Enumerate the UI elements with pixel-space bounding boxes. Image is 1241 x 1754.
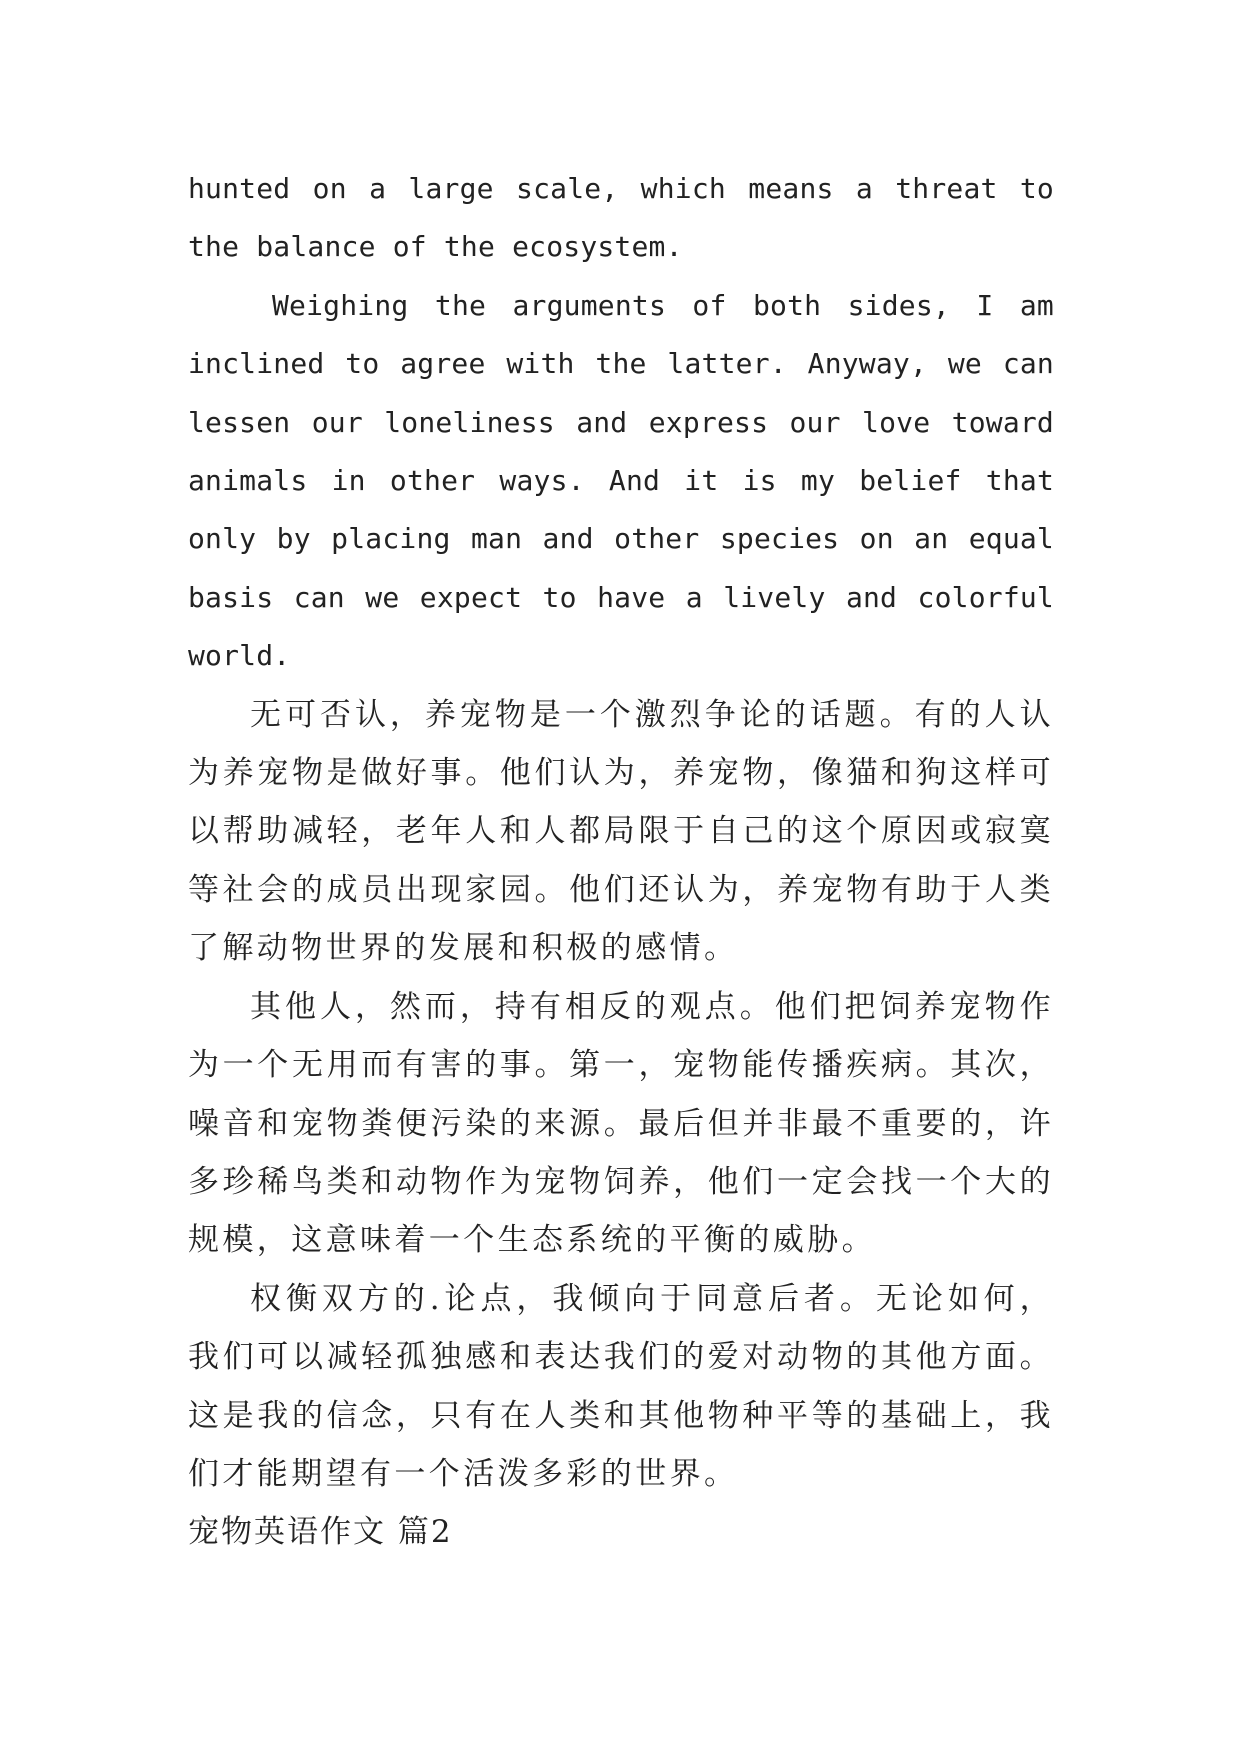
paragraph-zh-intro: 无可否认，养宠物是一个激烈争论的话题。有的人认为养宠物是做好事。他们认为，养宠物，像猫和狗这样可以帮助减轻，老年人和人都局限于自己的这个原因或寂寞等社会的成员出现家园。他们还认为，养宠物有助于人类了解动物世界的发展和积极的感情。 [188,696,1054,967]
paragraph-en-continuation: hunted on a large scale, which means a threat to the balance of the ecosystem. [188,172,1054,264]
paragraph-zh-opposing-view: 其他人，然而，持有相反的观点。他们把饲养宠物作为一个无用而有害的事。第一，宠物能传播疾病。其次，噪音和宠物粪便污染的来源。最后但并非最不重要的，许多珍稀鸟类和动物作为宠物饲养，他们一定会找一个大的规模，这意味着一个生态系统的平衡的威胁。 [188,988,1054,1259]
document-body [188,162,1054,1562]
section-heading: 宠物英语作文 篇2 [188,1514,453,1551]
paragraph-zh-conclusion: 权衡双方的.论点，我倾向于同意后者。无论如何，我们可以减轻孤独感和表达我们的爱对动物的其他方面。这是我的信念，只有在人类和其他物种平等的基础上，我们才能期望有一个活泼多彩的世界。 [188,1280,1054,1492]
paragraph-en-conclusion: Weighing the arguments of both sides, I am inclined to agree with the latter. Anyway, we can lessen our loneliness and express our love toward animals in other ways. And it is my belief that only by placing man and other species on an equal basis can we expect to have a lively and colorful world. [188,288,1054,673]
